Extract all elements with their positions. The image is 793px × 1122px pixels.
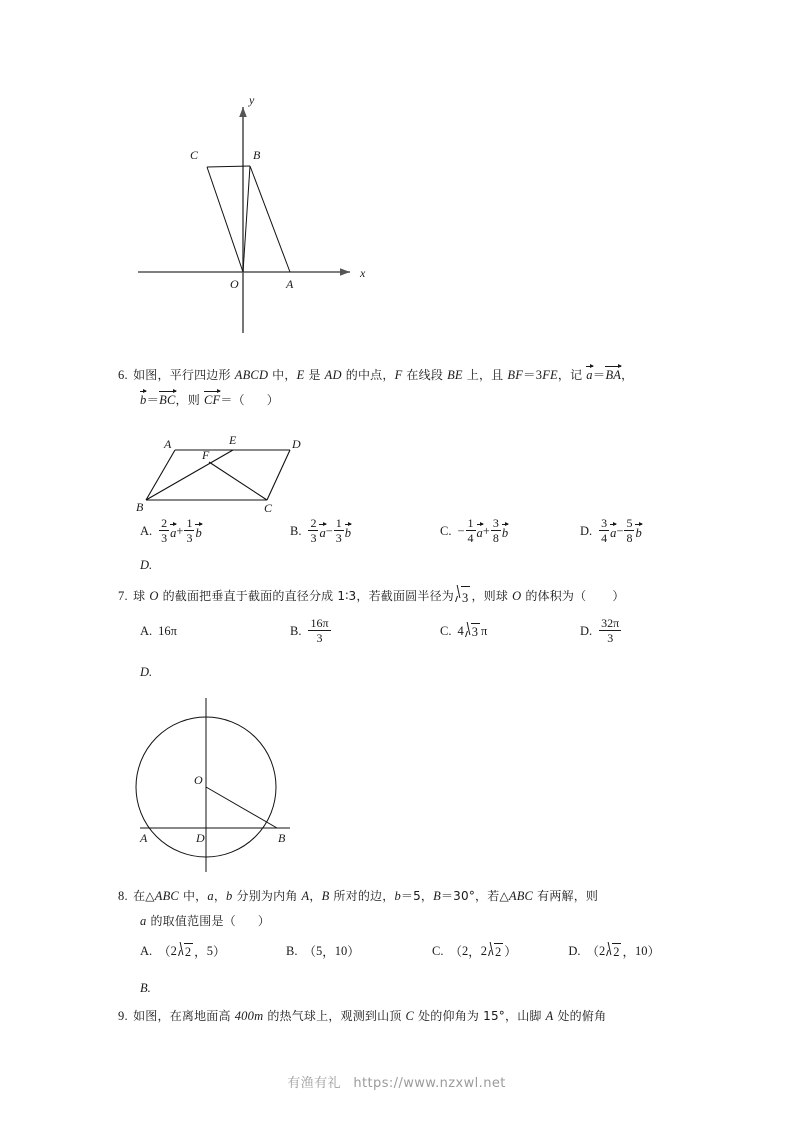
option-D[interactable]: D. $\frac{3}{4}$ a − $\frac{5}{8}$ b: [580, 516, 642, 545]
fraction-5-8: $\frac{5}{8}$: [626, 516, 633, 545]
option-B-label: B.: [290, 524, 302, 538]
option-D-label: D.: [580, 524, 593, 538]
q8-text-7: ＝5，: [400, 889, 434, 903]
option-B-label: B.: [290, 624, 302, 638]
q6-text-1: 如图，平行四边形: [133, 368, 235, 382]
question-6-options: [140, 518, 660, 545]
q6-vec-bc-letters: BC: [159, 393, 176, 407]
vector-BA-icon: [605, 365, 621, 382]
vector-b-icon: [140, 390, 146, 407]
question-8-options: [140, 942, 660, 960]
q6-text-6: 上，且: [462, 368, 508, 382]
point-label-O: O: [230, 277, 239, 291]
q6-vec-a-letter: a: [586, 368, 593, 382]
q6-f: F: [394, 368, 403, 382]
option-C-label: C.: [440, 524, 452, 538]
question-7-number: 7.: [118, 589, 128, 603]
option-C-coef: 4: [457, 624, 464, 638]
option-A-label: A.: [140, 524, 153, 538]
option-C-label: C.: [440, 624, 452, 638]
q8-text-9: 有两解，则: [533, 889, 599, 903]
q6-e: E: [296, 368, 305, 382]
q8-text-5: ，: [309, 889, 322, 903]
q8-A: A: [301, 889, 310, 903]
fraction-3-8: $\frac{3}{8}$: [492, 516, 499, 545]
vector-BC-icon: [159, 390, 175, 407]
q8-text-3: ，: [213, 889, 227, 903]
q9-c: C: [405, 1009, 415, 1023]
q7-text-3: ，则球: [471, 589, 513, 603]
q6-vec-cf-letters: CF: [203, 393, 221, 407]
option-D-label: D.: [580, 624, 593, 638]
q8-abc-1: ABC: [154, 889, 179, 903]
q6-text-5: 在线段: [402, 368, 448, 382]
sqrt-icon: 2: [606, 943, 621, 960]
q8-text-1: 在△: [133, 889, 155, 903]
point-label-A: A: [164, 437, 172, 451]
option-A-value: 16π: [158, 624, 177, 638]
question-8-stem-line-1: [118, 886, 598, 906]
question-9-stem: [118, 1006, 606, 1026]
vector-b-icon: b: [635, 523, 641, 540]
q8-b-1: b: [226, 889, 233, 903]
footer-url: https://www.nzxwl.net: [353, 1076, 506, 1091]
axis-label-x: x: [360, 266, 366, 280]
question-8-answer: B.: [140, 981, 151, 995]
point-label-B: B: [253, 148, 261, 162]
point-label-F: F: [202, 448, 210, 462]
q6-l2-text: ，则: [175, 393, 204, 407]
question-7-options: [140, 618, 660, 645]
option-C-suffix: π: [480, 624, 488, 638]
fraction-32pi-3: $\frac{32\pi}{3}$: [601, 616, 620, 645]
option-A[interactable]: [140, 624, 290, 639]
q7-o-2: O: [512, 589, 522, 603]
q6-text-8: ，: [621, 368, 634, 382]
vector-a-icon: a: [477, 523, 483, 540]
fraction-3-4: $\frac{3}{4}$: [601, 516, 608, 545]
sqrt-icon: [455, 586, 470, 608]
question-7-stem: [118, 586, 625, 608]
figure-parallelogram: [130, 428, 310, 513]
option-C[interactable]: C. （ 2 ， 2 2 ）: [432, 943, 517, 959]
option-A[interactable]: A. （ 2 2 ， 5 ）: [140, 943, 226, 959]
q8-B: B: [321, 889, 330, 903]
q9-height: 400m: [234, 1009, 264, 1023]
question-6-answer: D.: [140, 558, 153, 572]
q7-text-2: 的截面把垂直于截面的直径分成 1∶3，若截面圆半径为: [158, 589, 454, 603]
q6-eq-1: ＝3: [523, 368, 543, 382]
q8-a-1: a: [207, 889, 214, 903]
vector-a-icon: a: [319, 523, 325, 540]
q8-abc-2: ABC: [508, 889, 534, 903]
point-label-A: A: [286, 277, 294, 291]
option-C[interactable]: [440, 623, 580, 640]
q9-text-3: 处的仰角为 15°，山脚: [414, 1009, 546, 1023]
question-8-stem-line-2: [140, 911, 270, 931]
figure-coordinate-triangle: [120, 85, 390, 350]
figure-circle-sphere-section: [120, 690, 360, 880]
q7-text-1: 球: [133, 589, 150, 603]
q9-text-1: 如图，在离地面高: [133, 1009, 235, 1023]
q6-l2-eq2: ＝（: [220, 393, 245, 407]
option-A[interactable]: A. $\frac{2}{3}$ a + $\frac{1}{3}$ b: [140, 516, 202, 545]
q6-text-2: 中，: [268, 368, 297, 382]
axis-label-y: y: [249, 93, 255, 107]
point-label-B: B: [136, 500, 144, 513]
option-C[interactable]: C. − $\frac{1}{4}$ a + $\frac{3}{8}$ b: [440, 516, 509, 545]
question-6-stem-line-2: [140, 390, 279, 410]
q6-abcd: ABCD: [234, 368, 269, 382]
sqrt-icon: 2: [178, 943, 193, 960]
option-B[interactable]: B. （ 5 ， 10 ）: [286, 943, 360, 959]
q7-o-1: O: [149, 589, 159, 603]
question-9-number: 9.: [118, 1009, 128, 1023]
q6-eq-2: ＝: [592, 368, 606, 382]
q6-l2-tail: ）: [266, 393, 279, 407]
fraction-2-3: $\frac{2}{3}$: [310, 516, 317, 545]
option-C-label: C.: [432, 943, 444, 958]
point-label-D: D: [196, 831, 205, 845]
question-6-number: 6.: [118, 368, 128, 382]
q6-be: BE: [447, 368, 463, 382]
point-label-C: C: [264, 501, 273, 513]
vector-b-icon: b: [195, 523, 201, 540]
q8-B-2: B: [433, 889, 441, 903]
q8-l2-tail: ）: [257, 914, 271, 928]
option-D-label: D.: [568, 943, 581, 958]
q6-fe: FE: [542, 368, 558, 382]
q8-l2-text: 的取值范围是（: [146, 914, 236, 928]
q8-l2-a: a: [140, 914, 147, 928]
q6-ad: AD: [324, 368, 342, 382]
sqrt-icon: 2: [488, 943, 503, 960]
q7-tail: ）: [612, 589, 625, 603]
q8-text-8: ＝30°，若△: [440, 889, 509, 903]
option-B[interactable]: B. $\frac{2}{3}$ a − $\frac{1}{3}$ b: [290, 516, 352, 545]
question-8-number: 8.: [118, 889, 128, 903]
fraction-2-3: $\frac{2}{3}$: [161, 516, 168, 545]
q8-b-2: b: [394, 889, 401, 903]
q8-text-6: 所对的边，: [329, 889, 395, 903]
q6-vec-ba-letters: BA: [605, 368, 622, 382]
q6-text-4: 的中点，: [341, 368, 395, 382]
option-D[interactable]: [580, 618, 622, 645]
q8-text-2: 中，: [178, 889, 208, 903]
q6-bf: BF: [507, 368, 524, 382]
q7-radicand: 3: [461, 586, 470, 608]
q9-text-2: 的热气球上，观测到山顶: [263, 1009, 406, 1023]
fraction-1-4: $\frac{1}{4}$: [467, 516, 474, 545]
point-label-B: B: [278, 831, 286, 845]
q9-a: A: [545, 1009, 554, 1023]
option-B[interactable]: [290, 618, 440, 645]
question-7-answer: D.: [140, 665, 153, 679]
question-6-stem-line-1: [118, 365, 633, 385]
option-A-label: A.: [140, 624, 153, 638]
fraction-1-3: $\frac{1}{3}$: [335, 516, 342, 545]
option-A-label: A.: [140, 943, 153, 958]
q8-text-4: 分别为内角: [232, 889, 302, 903]
q6-l2-eq1: ＝: [146, 393, 160, 407]
point-label-E: E: [229, 433, 237, 447]
q7-text-4: 的体积为（: [521, 589, 587, 603]
sqrt-icon: 3: [465, 623, 480, 640]
q6-text-3: 是: [304, 368, 325, 382]
q6-text-7: ，记: [557, 368, 587, 382]
point-label-D: D: [292, 437, 301, 451]
point-label-O: O: [194, 773, 203, 787]
footer-watermark: [0, 1072, 793, 1091]
footer-brand: 有渔有礼: [287, 1076, 341, 1091]
vector-CF-icon: [204, 390, 220, 407]
vector-a-icon: a: [610, 523, 616, 540]
fraction-1-3: $\frac{1}{3}$: [186, 516, 193, 545]
point-label-A: A: [140, 831, 148, 845]
vector-a-icon: a: [170, 523, 176, 540]
q6-vec-b-letter: b: [140, 393, 147, 407]
point-label-C: C: [190, 148, 199, 162]
option-D[interactable]: D. （ 2 2 ， 10 ）: [568, 943, 661, 959]
option-B-label: B.: [286, 943, 298, 958]
q9-text-4: 处的俯角: [553, 1009, 607, 1023]
vector-b-icon: b: [502, 523, 508, 540]
fraction-16pi-3: $\frac{16\pi}{3}$: [310, 616, 329, 645]
vector-a-icon: [586, 365, 592, 382]
vector-b-icon: b: [345, 523, 351, 540]
